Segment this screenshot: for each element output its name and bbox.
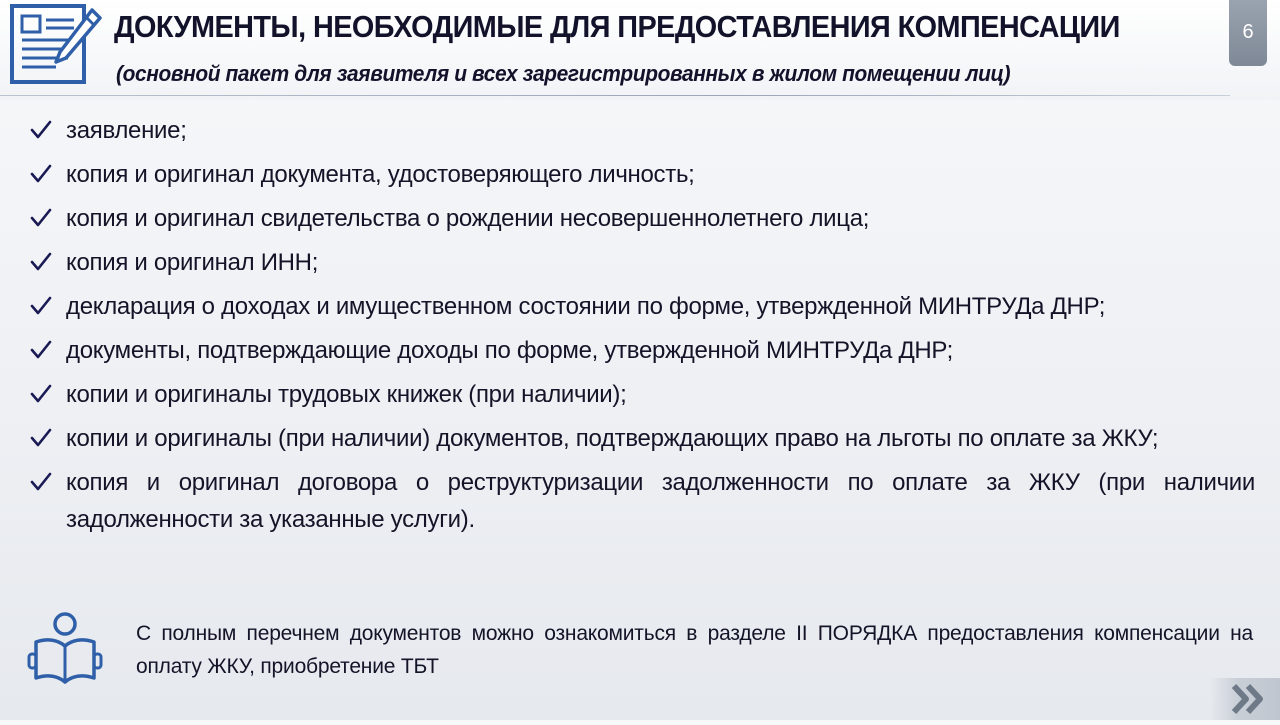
checkmark-icon [30, 163, 52, 185]
checkmark-icon [30, 471, 52, 493]
documents-list [30, 112, 1255, 545]
page-subtitle: (основной пакет для заявителя и всех зарегистрированных в жилом помещении лиц) [116, 61, 1011, 86]
checkmark-icon [30, 251, 52, 273]
list-item [30, 244, 1255, 281]
header-divider [0, 95, 1230, 96]
list-item [30, 464, 1255, 538]
document-pen-icon [8, 2, 104, 86]
list-item-text: копия и оригинал ИНН; [66, 249, 319, 276]
list-item [30, 156, 1255, 193]
list-item-text: копии и оригиналы (при наличии) документов, подтверждающих право на льготы по оплате за ЖКУ; [66, 425, 1159, 452]
list-item-text: копия и оригинал документа, удостоверяющего личность; [66, 161, 695, 188]
list-item-text: декларация о доходах и имущественном состоянии по форме, утвержденной МИНТРУДа ДНР; [66, 293, 1106, 320]
list-item-text: копии и оригиналы трудовых книжек (при наличии); [66, 381, 627, 408]
reader-book-icon [26, 610, 104, 686]
reference-note: С полным перечнем документов можно ознакомиться в разделе II ПОРЯДКА предоставления компенсации на оплату ЖКУ, приобретение ТБТ [136, 622, 1253, 678]
list-item [30, 376, 1255, 413]
list-item [30, 420, 1255, 457]
page-number-badge: 6 [1229, 0, 1267, 66]
checkmark-icon [30, 383, 52, 405]
checkmark-icon [30, 339, 52, 361]
double-chevron-right-icon [1210, 678, 1280, 720]
checkmark-icon [30, 119, 52, 141]
checkmark-icon [30, 295, 52, 317]
list-item [30, 200, 1255, 237]
next-slide-nav[interactable] [1210, 678, 1280, 720]
list-item-text: заявление; [66, 117, 187, 144]
checkmark-icon [30, 427, 52, 449]
page-title: ДОКУМЕНТЫ, НЕОБХОДИМЫЕ ДЛЯ ПРЕДОСТАВЛЕНИЯ КОМПЕНСАЦИИ [114, 9, 1120, 44]
list-item-text: копия и оригинал свидетельства о рождении несовершеннолетнего лица; [66, 205, 870, 232]
list-item [30, 332, 1255, 369]
checkmark-icon [30, 207, 52, 229]
list-item [30, 288, 1255, 325]
list-item-text: документы, подтверждающие доходы по форме, утвержденной МИНТРУДа ДНР; [66, 337, 953, 364]
list-item [30, 112, 1255, 149]
list-item-text: копия и оригинал договора о реструктуризации задолженности по оплате за ЖКУ (при наличии задолженности за указанные услуги). [66, 469, 1255, 533]
slide-header [0, 0, 1280, 100]
